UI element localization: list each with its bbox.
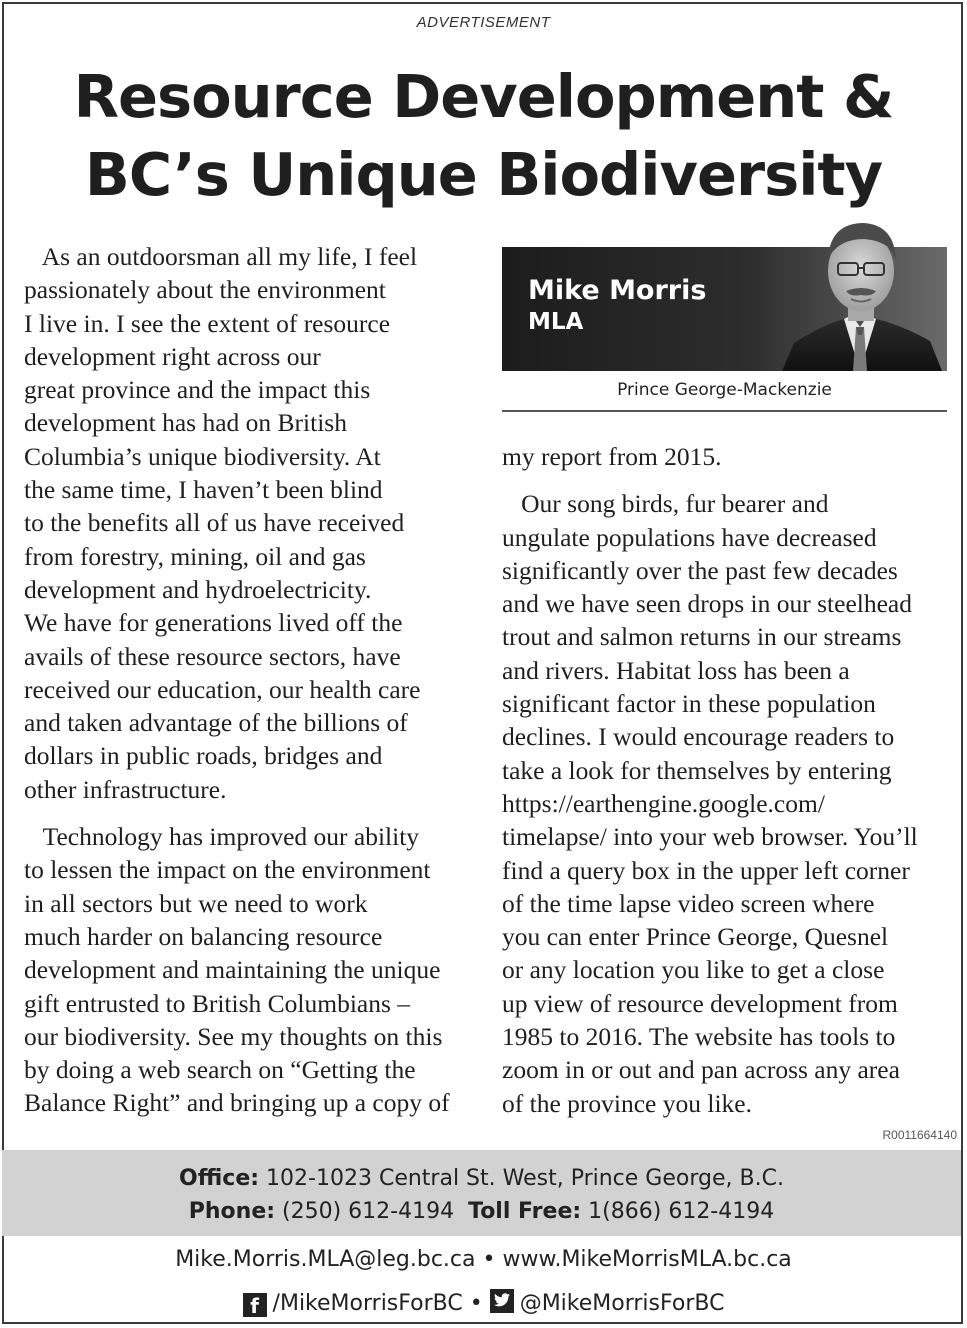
text-line: We have for generations lived off the (24, 608, 403, 638)
text-line: by doing a web search on “Getting the (24, 1055, 416, 1085)
text-line: Balance Right” and bringing up a copy of (24, 1088, 450, 1118)
text-line: of the time lapse video screen where (502, 888, 875, 918)
text-line: and taken advantage of the billions of (24, 708, 408, 738)
headline-line-1: Resource Development & (73, 62, 894, 131)
text-line: avails of these resource sectors, have (24, 641, 401, 671)
ad-reference-number: R0011664140 (882, 1128, 957, 1142)
web-separator: • (482, 1247, 496, 1272)
text-line: 1985 to 2016. The website has tools to (502, 1022, 896, 1052)
email-link[interactable]: Mike.Morris.MLA@leg.bc.ca (175, 1247, 476, 1272)
text-line: from forestry, mining, oil and gas (24, 541, 366, 571)
twitter-icon (490, 1289, 514, 1313)
text-line: Our song birds, fur bearer and (502, 489, 829, 519)
riding-name: Prince George-Mackenzie (617, 380, 832, 400)
text-line: I live in. I see the extent of resource (24, 308, 391, 338)
mla-portrait (772, 215, 948, 371)
phone-label: Phone: (188, 1199, 276, 1224)
text-line: my report from 2015. (502, 442, 722, 471)
text-line: development and maintaining the unique (24, 955, 441, 985)
web-contact-line (0, 1247, 967, 1272)
text-line: passionately about the environment (24, 275, 386, 305)
tollfree-number: 1(866) 612-4194 (588, 1199, 775, 1224)
text-line: zoom in or out and pan across any area (502, 1055, 900, 1085)
text-line: gift entrusted to British Columbians – (24, 988, 411, 1018)
text-line: development and hydroelectricity. (24, 574, 372, 604)
text-line: timelapse/ into your web browser. You’ll (502, 822, 918, 852)
mla-name: Mike Morris (528, 275, 707, 306)
text-line: in all sectors but we need to work (24, 888, 368, 918)
tollfree-label: Toll Free: (468, 1199, 582, 1224)
twitter-handle[interactable]: @MikeMorrisForBC (519, 1291, 725, 1316)
phone-number: (250) 612-4194 (282, 1199, 455, 1224)
text-line: ungulate populations have decreased (502, 522, 877, 552)
text-line: of the province you like. (502, 1088, 752, 1118)
social-separator: • (469, 1291, 483, 1316)
right-column (502, 440, 952, 1120)
text-line: find a query box in the upper left corner (502, 855, 910, 885)
text-line: the same time, I haven’t been blind (24, 475, 383, 505)
left-column (24, 240, 479, 1120)
phone-line (2, 1199, 961, 1224)
office-address: 102-1023 Central St. West, Prince George, B.C. (266, 1166, 784, 1191)
headline-line-2: BC’s Unique Biodiversity (84, 140, 883, 209)
text-line: and rivers. Habitat loss has been a (502, 655, 850, 685)
text-line: significant factor in these population (502, 689, 876, 719)
text-line: and we have seen drops in our steelhead (502, 589, 912, 619)
text-line: much harder on balancing resource (24, 921, 383, 951)
text-line: Columbia’s unique biodiversity. At (24, 441, 381, 471)
text-line: to the benefits all of us have received (24, 508, 405, 538)
text-line: or any location you like to get a close (502, 955, 885, 985)
text-line: dollars in public roads, bridges and (24, 741, 383, 771)
text-line: declines. I would encourage readers to (502, 722, 895, 752)
text-line: development right across our (24, 341, 321, 371)
advertisement-label: ADVERTISEMENT (416, 14, 551, 31)
headline (0, 58, 967, 214)
contact-band (2, 1150, 961, 1236)
text-line: development has had on British (24, 408, 347, 438)
text-line: take a look for themselves by entering (502, 755, 892, 785)
office-label: Office: (179, 1166, 260, 1191)
text-line: significantly over the past few decades (502, 555, 898, 585)
text-line: other infrastructure. (24, 774, 227, 804)
text-line: up view of resource development from (502, 988, 898, 1018)
text-line: https://earthengine.google.com/ (502, 788, 825, 818)
office-line (2, 1166, 961, 1191)
text-line: our biodiversity. See my thoughts on this (24, 1021, 443, 1051)
text-line: As an outdoorsman all my life, I feel (24, 242, 418, 271)
banner-divider (502, 410, 947, 412)
social-line (0, 1289, 967, 1317)
website-link[interactable]: www.MikeMorrisMLA.bc.ca (502, 1247, 792, 1272)
text-line: Technology has improved our ability (24, 822, 420, 852)
facebook-icon: f (243, 1293, 267, 1317)
text-line: you can enter Prince George, Quesnel (502, 922, 889, 952)
mla-title: MLA (528, 309, 584, 335)
text-line: to lessen the impact on the environment (24, 855, 431, 885)
facebook-handle[interactable]: /MikeMorrisForBC (272, 1291, 463, 1316)
text-line: trout and salmon returns in our streams (502, 622, 902, 652)
text-line: received our education, our health care (24, 674, 421, 704)
text-line: great province and the impact this (24, 375, 371, 405)
